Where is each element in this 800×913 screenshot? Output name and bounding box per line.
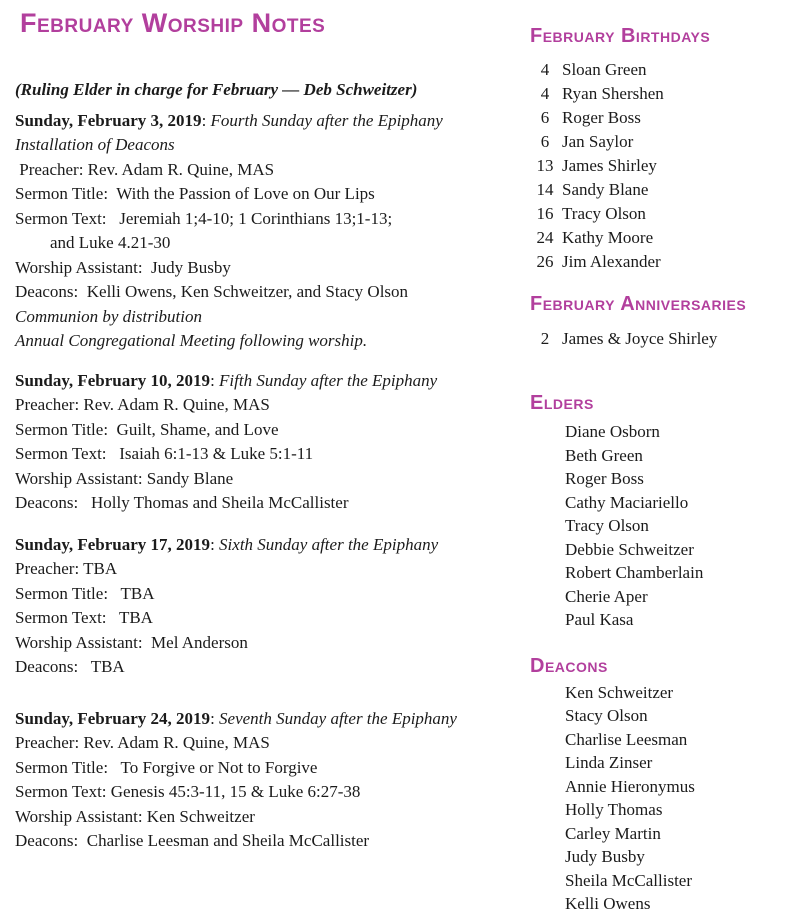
ruling-elder-note: (Ruling Elder in charge for February — Deb Schweitzer) bbox=[15, 80, 418, 99]
deacon-name: Stacy Olson bbox=[565, 706, 648, 725]
birthday-name: Tracy Olson bbox=[562, 204, 646, 223]
deacon-name: Carley Martin bbox=[565, 823, 661, 843]
deacon-name: Ken Schweitzer bbox=[565, 682, 674, 702]
birthday-row bbox=[530, 250, 792, 274]
anniversaries-title: February Anniversaries bbox=[530, 293, 747, 315]
deacon-name: Judy Busby bbox=[565, 847, 645, 866]
service-line: Sermon Title: Guilt, Shame, and Love bbox=[15, 419, 279, 439]
deacon-name: Annie Hieronymus bbox=[565, 776, 695, 796]
service-line: Annual Congregational Meeting following worship. bbox=[15, 331, 368, 350]
birthday-row bbox=[530, 82, 792, 106]
birthday-name: Ryan Shershen bbox=[562, 84, 664, 103]
service-line: Deacons: Charlise Leesman and Sheila McCallister bbox=[15, 831, 370, 850]
birthday-day: 24 bbox=[536, 228, 554, 247]
service-line: Installation of Deacons bbox=[15, 135, 175, 154]
elder-name: Paul Kasa bbox=[565, 610, 634, 629]
birthday-row bbox=[530, 178, 792, 202]
elder-name: Robert Chamberlain bbox=[565, 563, 704, 582]
birthday-name: Jim Alexander bbox=[562, 252, 661, 271]
birthdays-title: February Birthdays bbox=[530, 25, 711, 47]
birthday-row bbox=[530, 154, 792, 178]
deacon-name: Linda Zinser bbox=[565, 753, 653, 772]
service-block-feb-17 bbox=[15, 533, 515, 680]
elders-title: Elders bbox=[530, 392, 594, 414]
birthday-day: 4 bbox=[540, 84, 550, 103]
elder-name: Roger Boss bbox=[565, 469, 644, 488]
deacon-name: Sheila McCallister bbox=[565, 870, 693, 890]
date-separator: : bbox=[210, 534, 220, 554]
service-line: Sermon Text: Genesis 45:3-11, 15 & Luke 6:27-38 bbox=[15, 782, 361, 801]
birthday-name: Jan Saylor bbox=[562, 132, 634, 151]
elder-name: Diane Osborn bbox=[565, 422, 660, 441]
elder-name: Cherie Aper bbox=[565, 586, 648, 606]
worship-notes-section bbox=[15, 0, 515, 854]
birthday-day: 16 bbox=[536, 204, 554, 223]
service-line: Deacons: Kelli Owens, Ken Schweitzer, and Stacy Olson bbox=[15, 282, 409, 301]
service-block-feb-10 bbox=[15, 369, 515, 516]
birthday-name: Roger Boss bbox=[562, 108, 641, 127]
service-line: Worship Assistant: Ken Schweitzer bbox=[15, 806, 255, 826]
birthday-day: 14 bbox=[536, 180, 554, 199]
anniversary-row bbox=[530, 327, 792, 351]
date-separator: : bbox=[210, 370, 220, 390]
service-line: Sermon Title: To Forgive or Not to Forgive bbox=[15, 757, 318, 777]
service-line: Preacher: Rev. Adam R. Quine, MAS bbox=[15, 159, 275, 179]
service-line: Worship Assistant: Sandy Blane bbox=[15, 468, 234, 488]
elder-name: Debbie Schweitzer bbox=[565, 539, 694, 559]
service-line: Preacher: Rev. Adam R. Quine, MAS bbox=[15, 733, 270, 752]
service-line: Worship Assistant: Judy Busby bbox=[15, 257, 231, 277]
birthday-row bbox=[530, 202, 792, 226]
birthday-name: Sandy Blane bbox=[562, 180, 649, 199]
service-line-continuation: and Luke 4.21-30 bbox=[50, 233, 171, 252]
service-date: Sunday, February 10, 2019 bbox=[15, 370, 211, 390]
birthday-name: James Shirley bbox=[562, 156, 657, 175]
birthday-row bbox=[530, 106, 792, 130]
page-title: February Worship Notes bbox=[20, 8, 326, 38]
service-line: Deacons: TBA bbox=[15, 657, 125, 676]
service-heading bbox=[15, 109, 515, 134]
date-separator: : bbox=[210, 708, 220, 728]
service-subtitle: Sixth Sunday after the Epiphany bbox=[219, 534, 439, 554]
service-line: Sermon Text: TBA bbox=[15, 608, 153, 627]
service-line: Sermon Text: Jeremiah 1;4-10; 1 Corinthians 13;1-13; bbox=[15, 208, 393, 228]
service-block-feb-24 bbox=[15, 707, 515, 854]
anniversary-name: James & Joyce Shirley bbox=[562, 329, 718, 348]
deacons-title: Deacons bbox=[530, 654, 608, 677]
service-line: Worship Assistant: Mel Anderson bbox=[15, 632, 248, 652]
elder-name: Beth Green bbox=[565, 445, 643, 465]
service-subtitle: Fourth Sunday after the Epiphany bbox=[210, 110, 443, 130]
anniversaries-list bbox=[530, 327, 792, 351]
elder-name: Tracy Olson bbox=[565, 516, 649, 535]
service-line: Deacons: Holly Thomas and Sheila McCallister bbox=[15, 493, 349, 512]
service-heading bbox=[15, 707, 515, 732]
birthday-name: Kathy Moore bbox=[562, 228, 654, 247]
sidebar bbox=[530, 25, 792, 913]
birthday-day: 13 bbox=[536, 156, 554, 175]
service-line: Sermon Title: TBA bbox=[15, 583, 155, 603]
deacons-list bbox=[530, 681, 792, 913]
elders-list bbox=[530, 420, 792, 632]
service-heading bbox=[15, 533, 515, 558]
service-block-feb-3 bbox=[15, 109, 515, 354]
service-line: Sermon Text: Isaiah 6:1-13 & Luke 5:1-11 bbox=[15, 444, 314, 463]
service-line: Communion by distribution bbox=[15, 306, 203, 326]
service-line: Preacher: Rev. Adam R. Quine, MAS bbox=[15, 395, 270, 414]
service-subtitle: Fifth Sunday after the Epiphany bbox=[219, 370, 438, 390]
anniversary-day: 2 bbox=[540, 329, 550, 348]
date-separator: : bbox=[201, 110, 211, 130]
service-date: Sunday, February 3, 2019 bbox=[15, 110, 202, 130]
birthday-row bbox=[530, 58, 792, 82]
birthday-day: 4 bbox=[540, 60, 550, 79]
birthdays-list bbox=[530, 58, 792, 274]
service-line: Sermon Title: With the Passion of Love on Our Lips bbox=[15, 184, 375, 203]
elder-name: Cathy Maciariello bbox=[565, 492, 689, 512]
birthday-day: 6 bbox=[540, 132, 550, 151]
deacon-name: Holly Thomas bbox=[565, 800, 663, 819]
service-subtitle: Seventh Sunday after the Epiphany bbox=[219, 708, 457, 728]
service-line: Preacher: TBA bbox=[15, 559, 118, 578]
service-date: Sunday, February 24, 2019 bbox=[15, 708, 211, 728]
birthday-name: Sloan Green bbox=[562, 60, 647, 79]
birthday-day: 26 bbox=[536, 252, 554, 271]
birthday-row bbox=[530, 226, 792, 250]
service-date: Sunday, February 17, 2019 bbox=[15, 534, 211, 554]
birthday-day: 6 bbox=[540, 108, 550, 127]
deacon-name: Kelli Owens bbox=[565, 894, 651, 913]
deacon-name: Charlise Leesman bbox=[565, 729, 688, 749]
service-heading bbox=[15, 369, 515, 394]
birthday-row bbox=[530, 130, 792, 154]
